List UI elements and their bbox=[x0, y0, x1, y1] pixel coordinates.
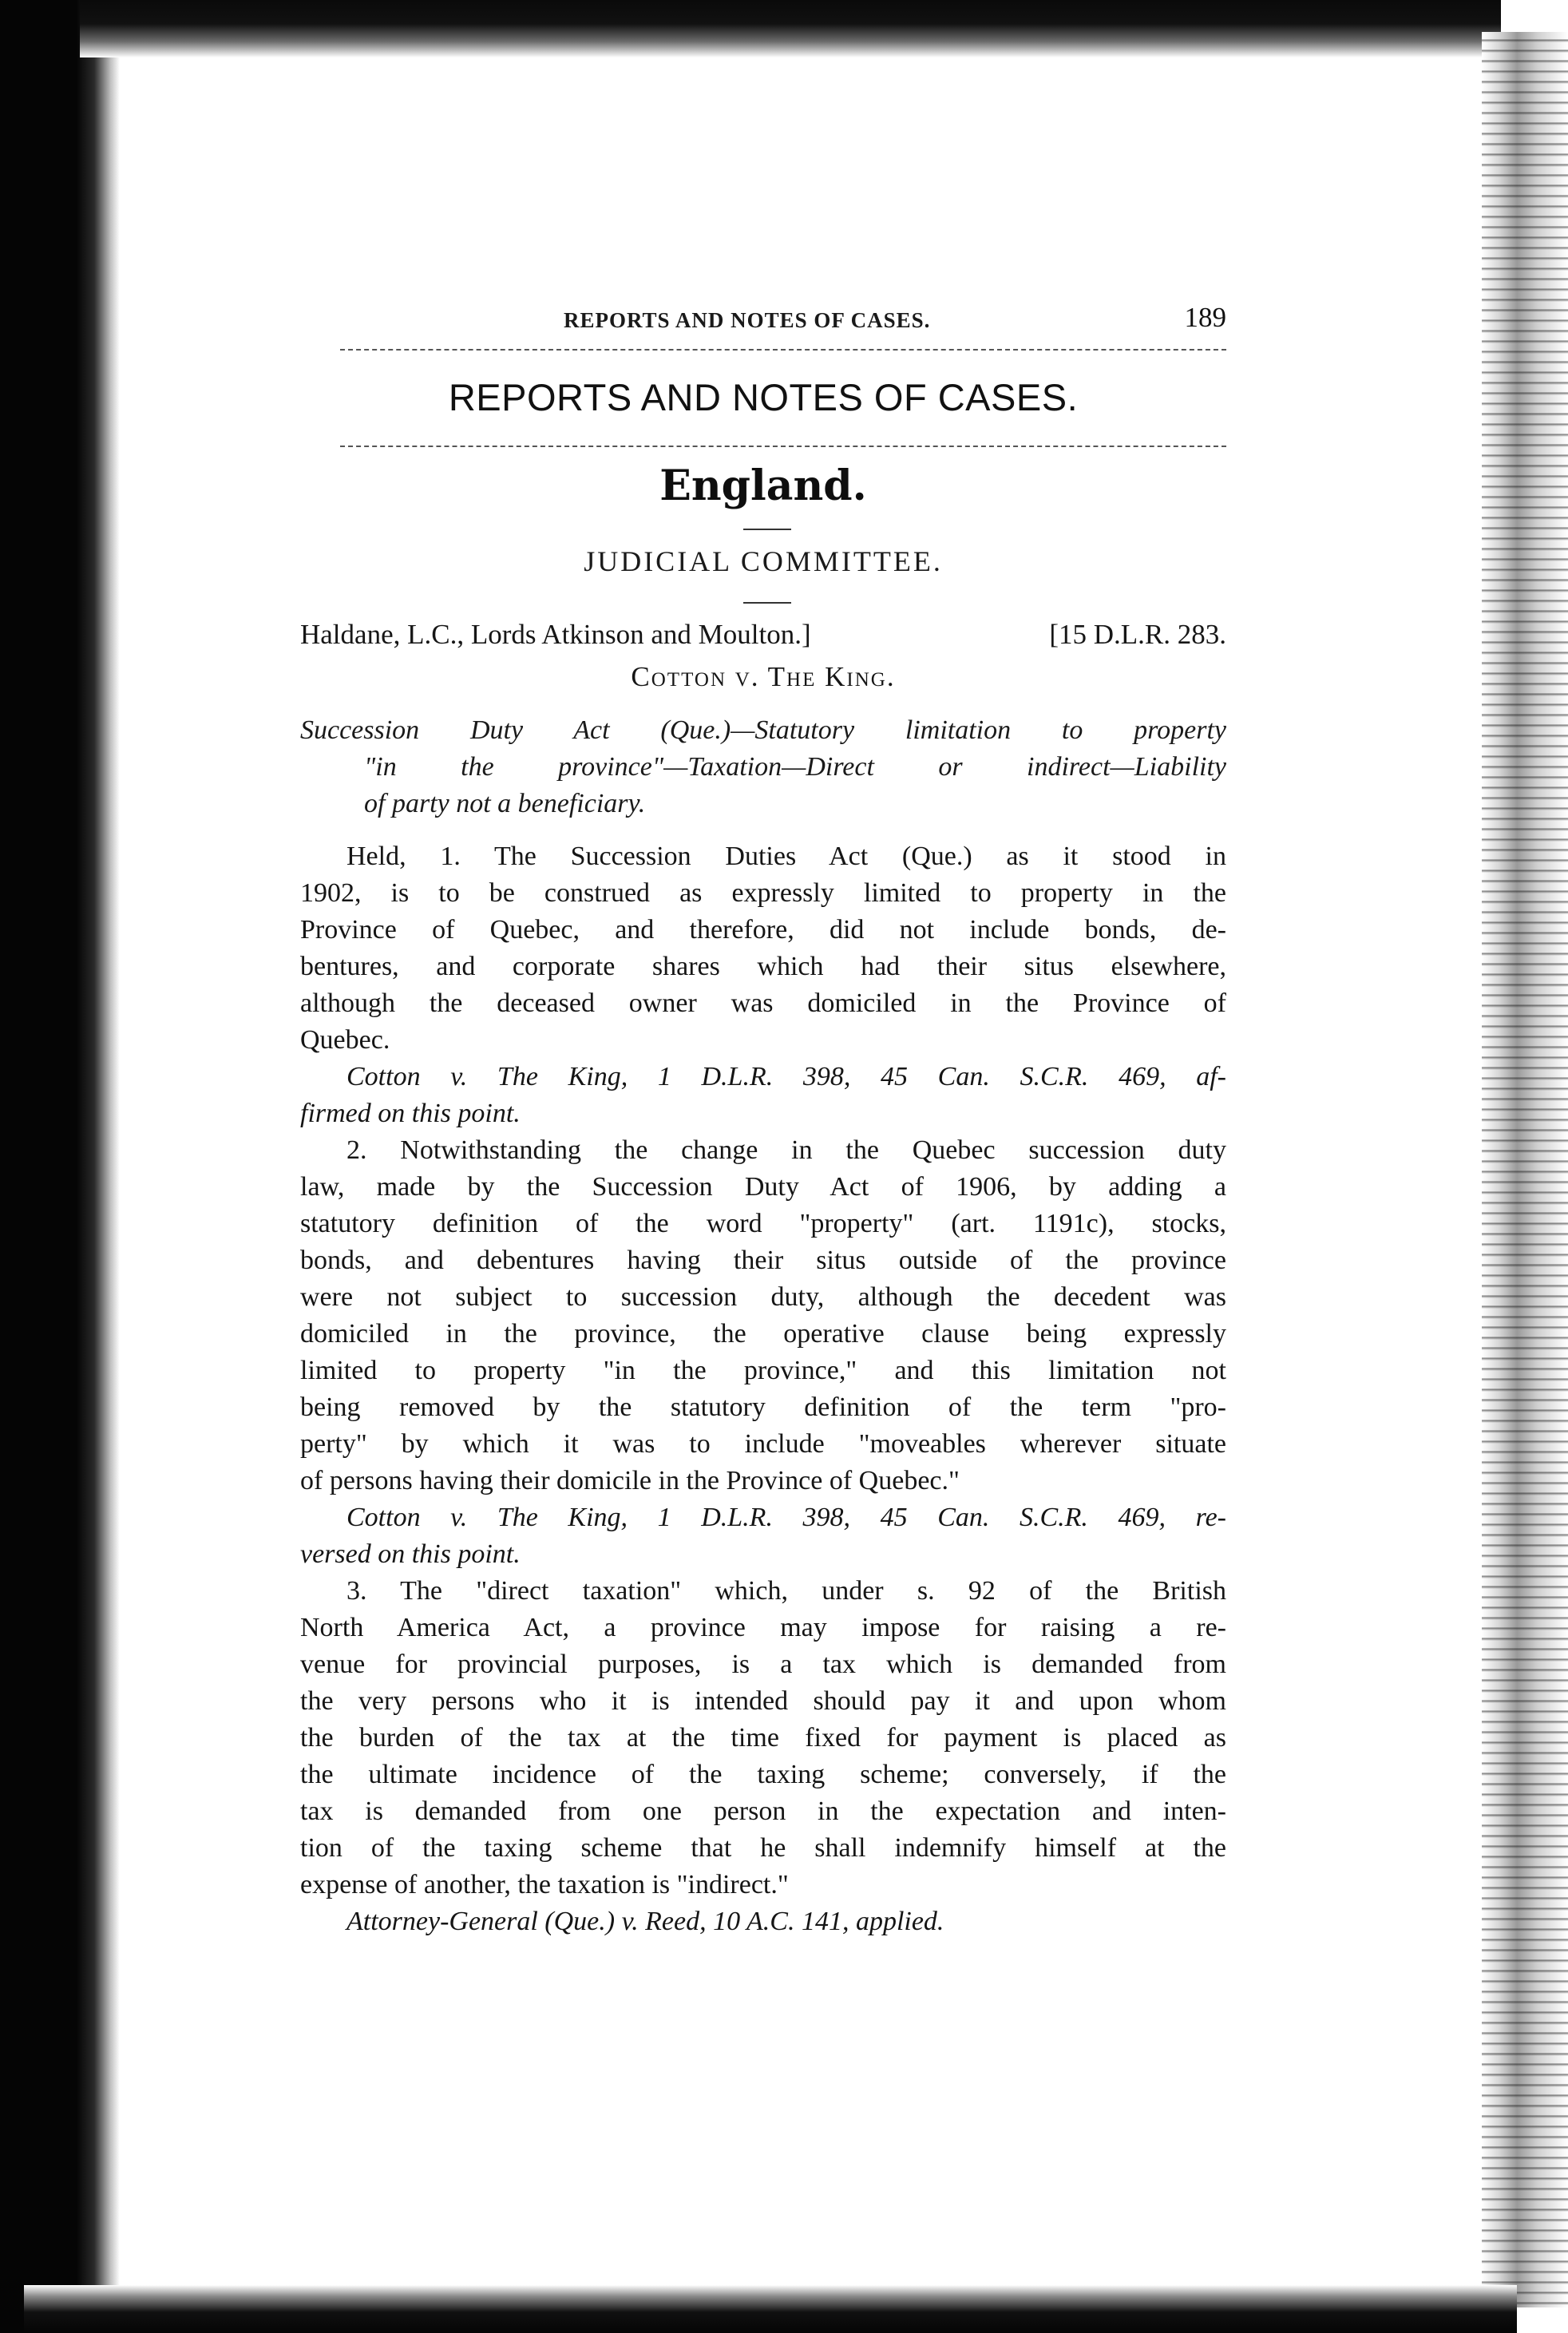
text-line: 3. The "direct taxation" which, under s. 92 of the British bbox=[346, 1576, 1226, 1606]
document-page bbox=[300, 287, 1226, 2044]
section-rule bbox=[340, 446, 1226, 447]
text-line: of persons having their domicile in the Province of Quebec." bbox=[300, 1466, 960, 1495]
headnote bbox=[300, 712, 1226, 822]
text-line: although the deceased owner was domiciled in the Province of bbox=[300, 988, 1226, 1018]
text-line: Cotton v. The King, 1 D.L.R. 398, 45 Can. S.C.R. 469, af- bbox=[346, 1062, 1226, 1091]
text-line: Held, 1. The Succession Duties Act (Que.) as it stood in bbox=[346, 842, 1226, 871]
report-citation: [15 D.L.R. 283. bbox=[1049, 619, 1226, 650]
section-title: REPORTS AND NOTES OF CASES. bbox=[448, 376, 1079, 418]
text-line: law, made by the Succession Duty Act of 1906, by adding a bbox=[300, 1172, 1226, 1202]
case-citation-1 bbox=[300, 1059, 1226, 1132]
text-line: domiciled in the province, the operative clause being expressly bbox=[300, 1319, 1226, 1349]
case-name: Cotton v. The King. bbox=[631, 661, 896, 692]
text-line: Quebec. bbox=[300, 1025, 390, 1055]
text-line: 1902, is to be construed as expressly limited to property in the bbox=[300, 878, 1226, 908]
text-line: 2. Notwithstanding the change in the Quebec succession duty bbox=[346, 1135, 1226, 1165]
text-line: expense of another, the taxation is "indirect." bbox=[300, 1870, 789, 1899]
text-line: venue for provincial purposes, is a tax which is demanded from bbox=[300, 1650, 1226, 1679]
held-paragraph-2 bbox=[300, 1132, 1226, 1499]
text-line: being removed by the statutory definition of the term "pro- bbox=[300, 1392, 1226, 1422]
text-line: bonds, and debentures having their situs outside of the province bbox=[300, 1246, 1226, 1275]
page-number: 189 bbox=[1184, 302, 1226, 333]
held-paragraph-3 bbox=[300, 1573, 1226, 1903]
text-line: the burden of the tax at the time fixed for payment is placed as bbox=[300, 1723, 1226, 1753]
text-line: versed on this point. bbox=[300, 1539, 521, 1569]
text-line: Province of Quebec, and therefore, did not include bonds, de- bbox=[300, 915, 1226, 945]
header-rule bbox=[340, 349, 1226, 351]
text-line: the very persons who it is intended should pay it and upon whom bbox=[300, 1686, 1226, 1716]
text-line: statutory definition of the word "property" (art. 1191c), stocks, bbox=[300, 1209, 1226, 1238]
text-line: bentures, and corporate shares which had their situs elsewhere, bbox=[300, 952, 1226, 981]
running-head bbox=[300, 302, 1226, 342]
scan-border-bottom bbox=[24, 2285, 1517, 2333]
bench-judges: Haldane, L.C., Lords Atkinson and Moulton.] bbox=[300, 619, 811, 650]
text-line: the ultimate incidence of the taxing scheme; conversely, if the bbox=[300, 1760, 1226, 1789]
text-line: perty" by which it was to include "moveables wherever situate bbox=[300, 1429, 1226, 1459]
scan-border-left bbox=[0, 0, 120, 2333]
case-citation-3 bbox=[300, 1903, 1226, 1940]
held-paragraph-1 bbox=[300, 838, 1226, 1059]
scan-border-top bbox=[80, 0, 1501, 57]
short-divider bbox=[743, 529, 791, 530]
text-line: were not subject to succession duty, although the decedent was bbox=[300, 1282, 1226, 1312]
text-line: North America Act, a province may impose for raising a re- bbox=[300, 1613, 1226, 1642]
short-divider bbox=[743, 602, 791, 604]
text-line: Cotton v. The King, 1 D.L.R. 398, 45 Can. S.C.R. 469, re- bbox=[346, 1503, 1226, 1532]
text-line: limited to property "in the province," and this limitation not bbox=[300, 1356, 1226, 1385]
running-head-title: REPORTS AND NOTES OF CASES. bbox=[564, 308, 931, 332]
decision-body bbox=[300, 838, 1226, 1940]
country-heading: England. bbox=[659, 461, 867, 510]
headnote-line: Succession Duty Act (Que.)—Statutory limitation to property bbox=[300, 715, 1226, 745]
text-line: firmed on this point. bbox=[300, 1099, 521, 1128]
scan-border-right bbox=[1482, 32, 1568, 2307]
text-line: Attorney-General (Que.) v. Reed, 10 A.C. 141, applied. bbox=[346, 1907, 944, 1936]
text-line: tax is demanded from one person in the expectation and inten- bbox=[300, 1796, 1226, 1826]
court-heading: JUDICIAL COMMITTEE. bbox=[584, 545, 943, 577]
headnote-line: of party not a beneficiary. bbox=[364, 789, 646, 818]
text-line: tion of the taxing scheme that he shall indemnify himself at the bbox=[300, 1833, 1226, 1863]
case-citation-2 bbox=[300, 1499, 1226, 1573]
headnote-line: "in the province"—Taxation—Direct or indirect—Liability bbox=[364, 752, 1226, 782]
